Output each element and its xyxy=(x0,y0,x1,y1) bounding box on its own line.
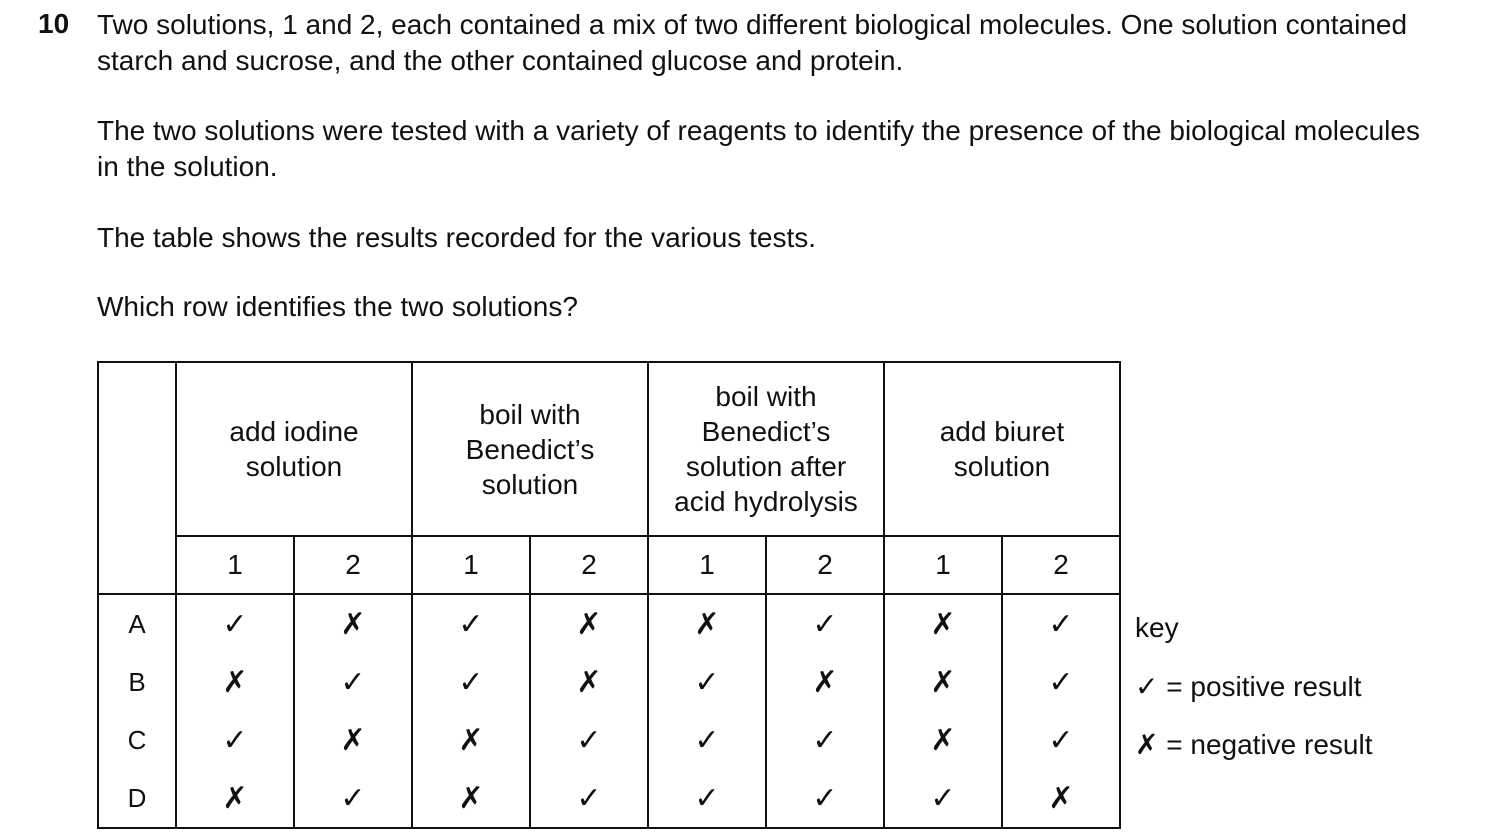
result-cell: ✓ xyxy=(1002,653,1120,711)
result-cell: ✗ xyxy=(412,711,530,769)
result-cell: ✗ xyxy=(766,653,884,711)
row-label: A xyxy=(98,594,176,653)
question-number: 10 xyxy=(38,8,70,39)
corner-cell xyxy=(98,362,176,594)
result-cell: ✓ xyxy=(176,711,294,769)
row-label: D xyxy=(98,769,176,828)
result-cell: ✓ xyxy=(530,711,648,769)
result-cell: ✓ xyxy=(648,769,766,828)
result-cell: ✗ xyxy=(648,594,766,653)
result-cell: ✗ xyxy=(884,653,1002,711)
result-cell: ✗ xyxy=(176,769,294,828)
solution-label: 2 xyxy=(1002,536,1120,594)
solution-label: 1 xyxy=(884,536,1002,594)
result-cell: ✓ xyxy=(766,769,884,828)
result-cell: ✓ xyxy=(176,594,294,653)
result-cell: ✗ xyxy=(530,594,648,653)
result-cell: ✓ xyxy=(530,769,648,828)
result-cell: ✓ xyxy=(294,769,412,828)
row-label: C xyxy=(98,711,176,769)
result-cell: ✓ xyxy=(1002,711,1120,769)
header-biuret-test: add biuret solution xyxy=(884,362,1120,536)
table-row-c xyxy=(98,711,1120,769)
result-cell: ✗ xyxy=(294,711,412,769)
question-paragraph-2: The two solutions were tested with a variety of reagents to identify the presence of the biological molecules in the solution. xyxy=(97,115,1420,182)
result-cell: ✗ xyxy=(294,594,412,653)
result-cell: ✓ xyxy=(648,653,766,711)
result-cell: ✗ xyxy=(176,653,294,711)
question-paragraph-1: Two solutions, 1 and 2, each contained a mix of two different biological molecules. One solution contained starch and sucrose, and the other contained glucose and protein. xyxy=(97,9,1408,76)
solution-label: 1 xyxy=(412,536,530,594)
result-cell: ✗ xyxy=(412,769,530,828)
key-title: key xyxy=(1135,612,1179,643)
result-cell: ✓ xyxy=(412,594,530,653)
results-table xyxy=(97,361,1121,829)
row-label: B xyxy=(98,653,176,711)
result-cell: ✗ xyxy=(1002,769,1120,828)
result-cell: ✗ xyxy=(884,594,1002,653)
result-cell: ✓ xyxy=(766,594,884,653)
solution-label: 2 xyxy=(530,536,648,594)
table-row-d xyxy=(98,769,1120,828)
result-cell: ✓ xyxy=(1002,594,1120,653)
result-cell: ✓ xyxy=(294,653,412,711)
key-negative: ✗ = negative result xyxy=(1135,729,1373,760)
result-cell: ✓ xyxy=(648,711,766,769)
header-iodine-test: add iodine solution xyxy=(176,362,412,536)
result-cell: ✗ xyxy=(530,653,648,711)
solution-label: 1 xyxy=(648,536,766,594)
key-positive: ✓ = positive result xyxy=(1135,671,1362,702)
table-row-b xyxy=(98,653,1120,711)
header-benedicts-hydrolysis-test: boil with Benedict’s solution after acid hydrolysis xyxy=(648,362,884,536)
question-paragraph-3: The table shows the results recorded for the various tests. xyxy=(97,222,817,253)
question-prompt: Which row identifies the two solutions? xyxy=(97,291,578,322)
result-cell: ✓ xyxy=(884,769,1002,828)
result-cell: ✓ xyxy=(766,711,884,769)
solution-label: 2 xyxy=(766,536,884,594)
header-benedicts-test: boil with Benedict’s solution xyxy=(412,362,648,536)
table-row-a xyxy=(98,594,1120,653)
solution-label: 1 xyxy=(176,536,294,594)
solution-label: 2 xyxy=(294,536,412,594)
result-cell: ✗ xyxy=(884,711,1002,769)
result-cell: ✓ xyxy=(412,653,530,711)
